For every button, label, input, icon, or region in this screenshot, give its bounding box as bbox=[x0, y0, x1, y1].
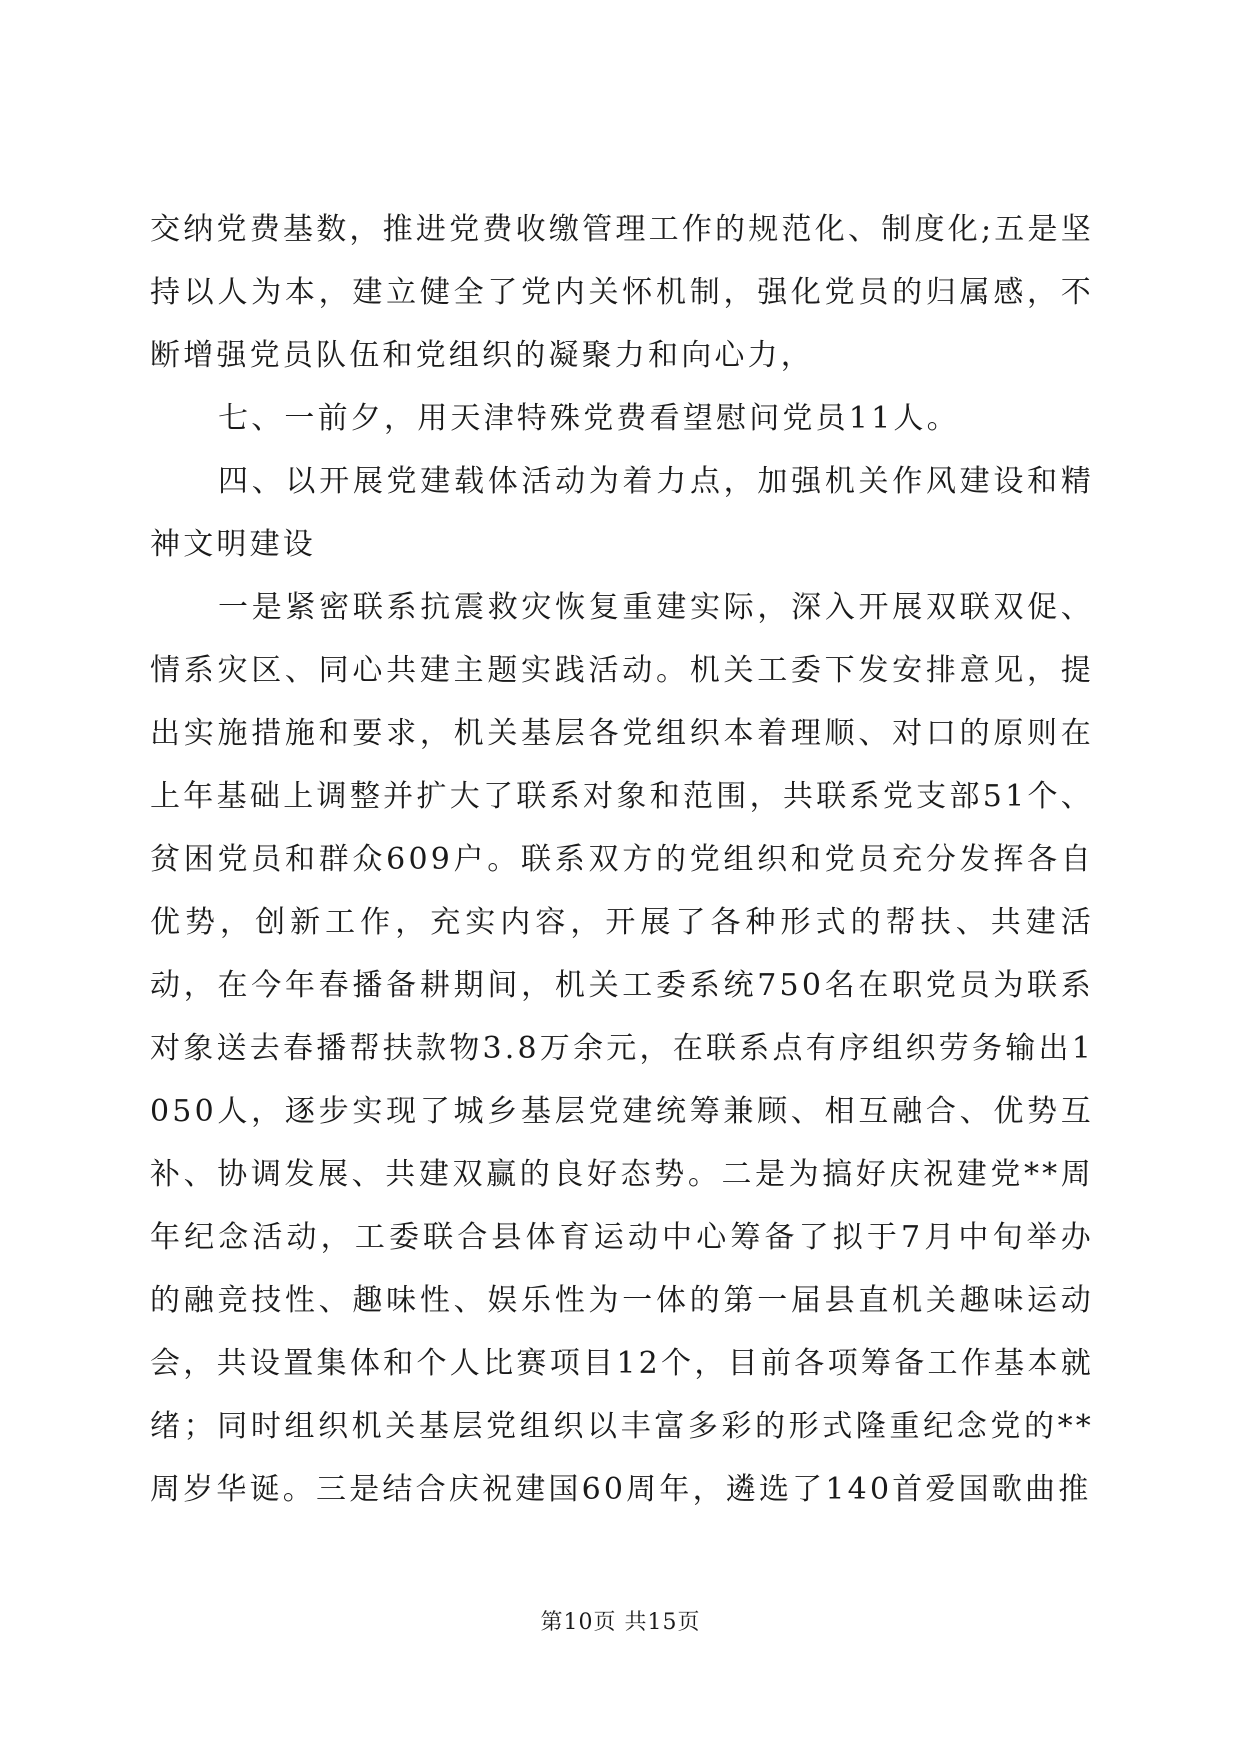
paragraph-party-fee: 交纳党费基数，推进党费收缴管理工作的规范化、制度化;五是坚持以人为本，建立健全了党内关怀机制，强化党员的归属感，不断增强党员队伍和党组织的凝聚力和向心力， bbox=[150, 212, 1094, 373]
paragraph-activities: 一是紧密联系抗震救灾恢复重建实际，深入开展双联双促、情系灾区、同心共建主题实践活动。机关工委下发安排意见，提出实施措施和要求，机关基层各党组织本着理顺、对口的原则在上年基础上调整并扩大了联系对象和范围，共联系党支部51个、贫困党员和群众609户。联系双方的党组织和党员充分发挥各自优势，创新工作，充实内容，开展了各种形式的帮扶、共建活动，在今年春播备耕期间，机关工委系统750名在职党员为联系对象送去春播帮扶款物3.8万余元，在联系点有序组织劳务输出1050人，逐步实现了城乡基层党建统筹兼顾、相互融合、优势互补、协调发展、共建双赢的良好态势。二是为搞好庆祝建党**周年纪念活动，工委联合县体育运动中心筹备了拟于7月中旬举办的融竞技性、趣味性、娱乐性为一体的第一届县直机关趣味运动会，共设置集体和个人比赛项目12个，目前各项筹备工作基本就绪；同时组织机关基层党组织以丰富多彩的形式隆重纪念党的**周岁华诞。三是结合庆祝建国60周年，遴选了140首爱国歌曲推 bbox=[150, 590, 1094, 1507]
page-number-footer: 第10页 共15页 bbox=[540, 1610, 701, 1635]
document-body bbox=[150, 198, 1094, 1521]
paragraph-july-first: 七、一前夕，用天津特殊党费看望慰问党员11人。 bbox=[218, 401, 960, 436]
section-heading-four: 四、以开展党建载体活动为着力点，加强机关作风建设和精神文明建设 bbox=[150, 464, 1094, 562]
